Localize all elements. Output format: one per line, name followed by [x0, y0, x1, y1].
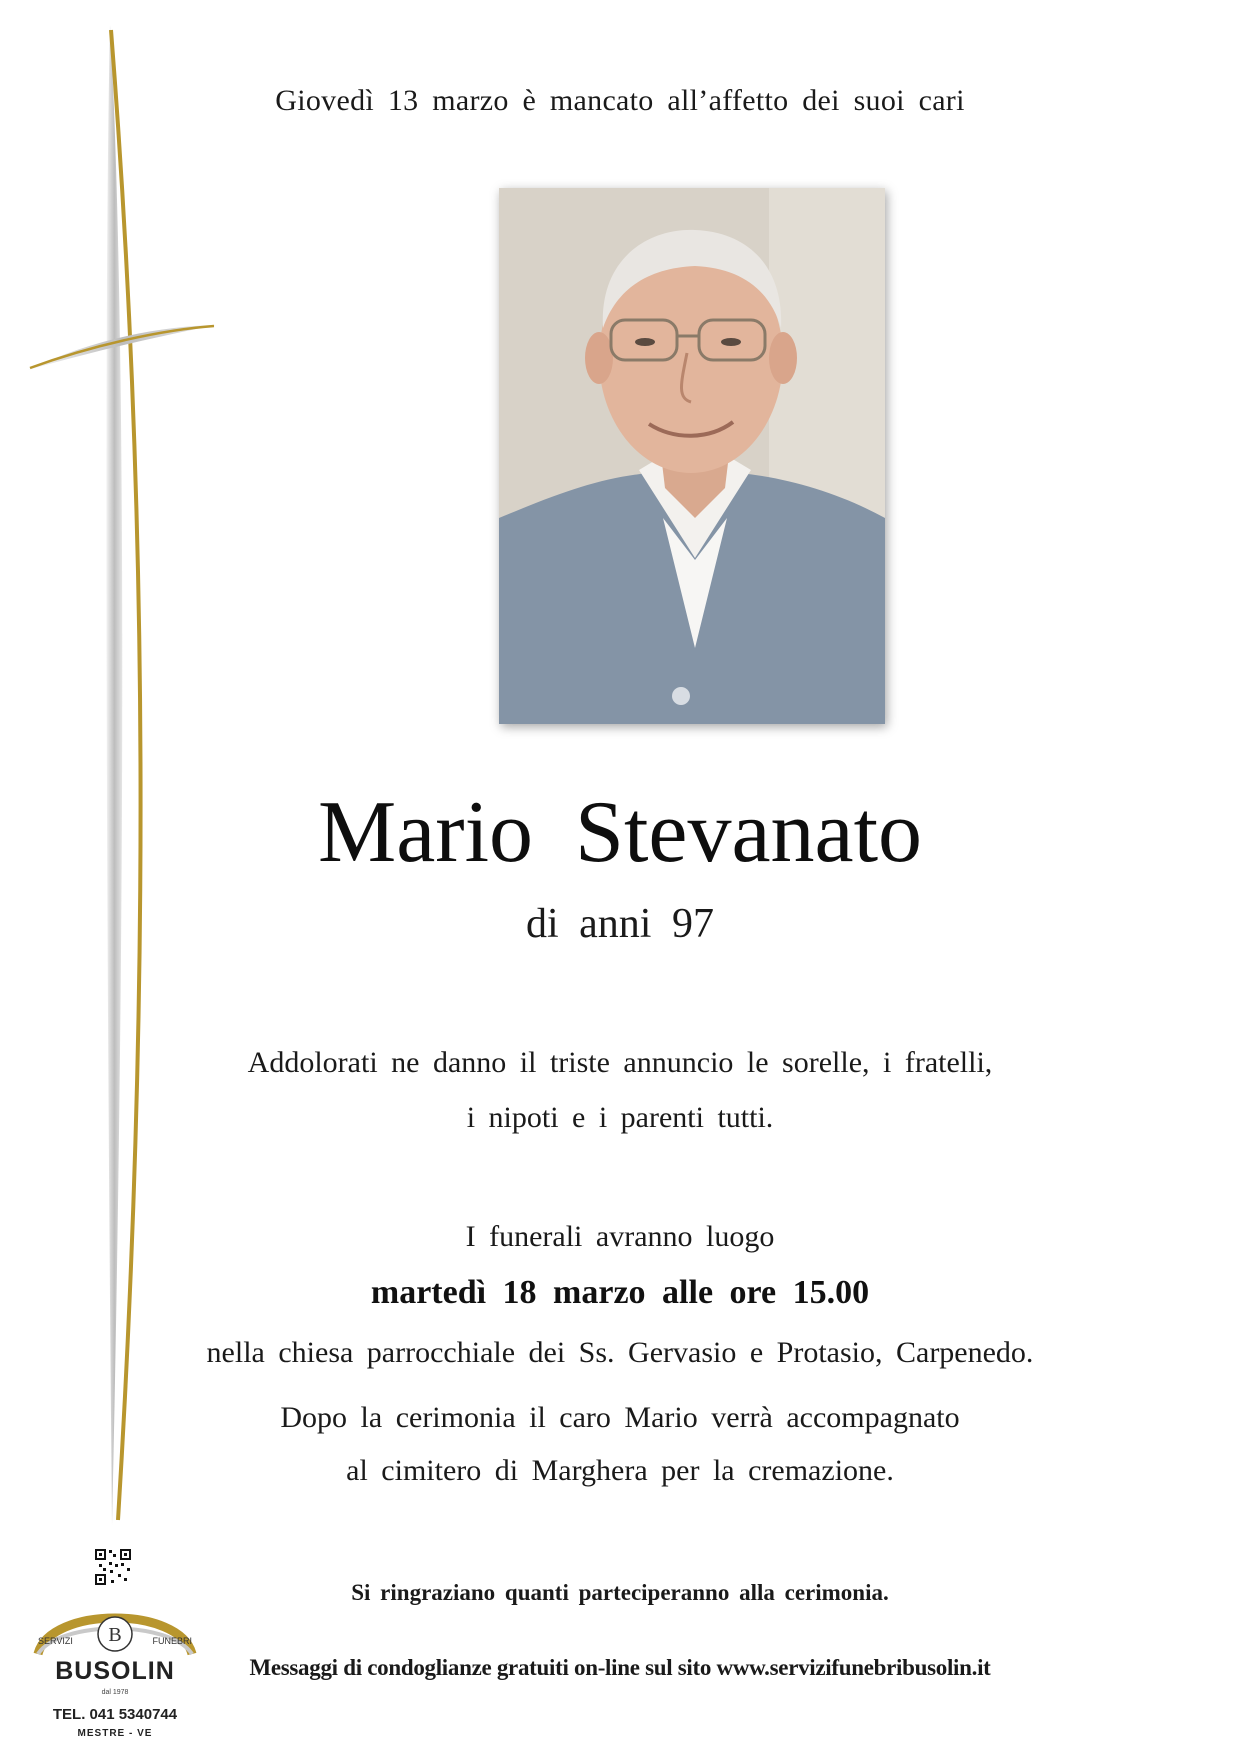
funeral-intro: I funerali avranno luogo [465, 1220, 775, 1253]
logo-name: BUSOLIN [55, 1657, 175, 1685]
funeral-home-logo [30, 1548, 200, 1748]
logo-right-word: FUNEBRI [152, 1636, 192, 1646]
announcement-line-2: i nipoti e i parenti tutti. [466, 1101, 774, 1134]
logo-left-word: SERVIZI [38, 1636, 73, 1646]
svg-text:B: B [108, 1624, 122, 1646]
condolences-website-text[interactable]: Messaggi di condoglianze gratuiti on-line sul sito www.servizifunebribusolin.it [249, 1655, 991, 1680]
funeral-datetime: martedì 18 marzo alle ore 15.00 [370, 1274, 870, 1311]
portrait-photo [499, 188, 885, 724]
after-ceremony-line-2: al cimitero di Marghera per la cremazione. [346, 1454, 894, 1487]
funeral-place: nella chiesa parrocchiale dei Ss. Gervasio e Protasio, Carpenedo. [206, 1336, 1034, 1369]
logo-arch [30, 1596, 200, 1656]
qr-code-icon[interactable] [94, 1548, 132, 1586]
intro-text: Giovedì 13 marzo è mancato all’affetto dei suoi cari [275, 84, 965, 117]
logo-since: dal 1978 [101, 1689, 129, 1696]
logo-phone[interactable]: TEL. 041 5340744 [52, 1706, 178, 1723]
announcement-line-1: Addolorati ne danno il triste annuncio le sorelle, i fratelli, [247, 1046, 993, 1079]
deceased-age: di anni 97 [526, 901, 714, 947]
thanks-text: Si ringraziano quanti parteciperanno alla cerimonia. [351, 1580, 889, 1605]
logo-city: MESTRE - VE [77, 1728, 153, 1739]
deceased-name: Mario Stevanato [317, 784, 923, 881]
after-ceremony-line-1: Dopo la cerimonia il caro Mario verrà accompagnato [280, 1401, 960, 1434]
